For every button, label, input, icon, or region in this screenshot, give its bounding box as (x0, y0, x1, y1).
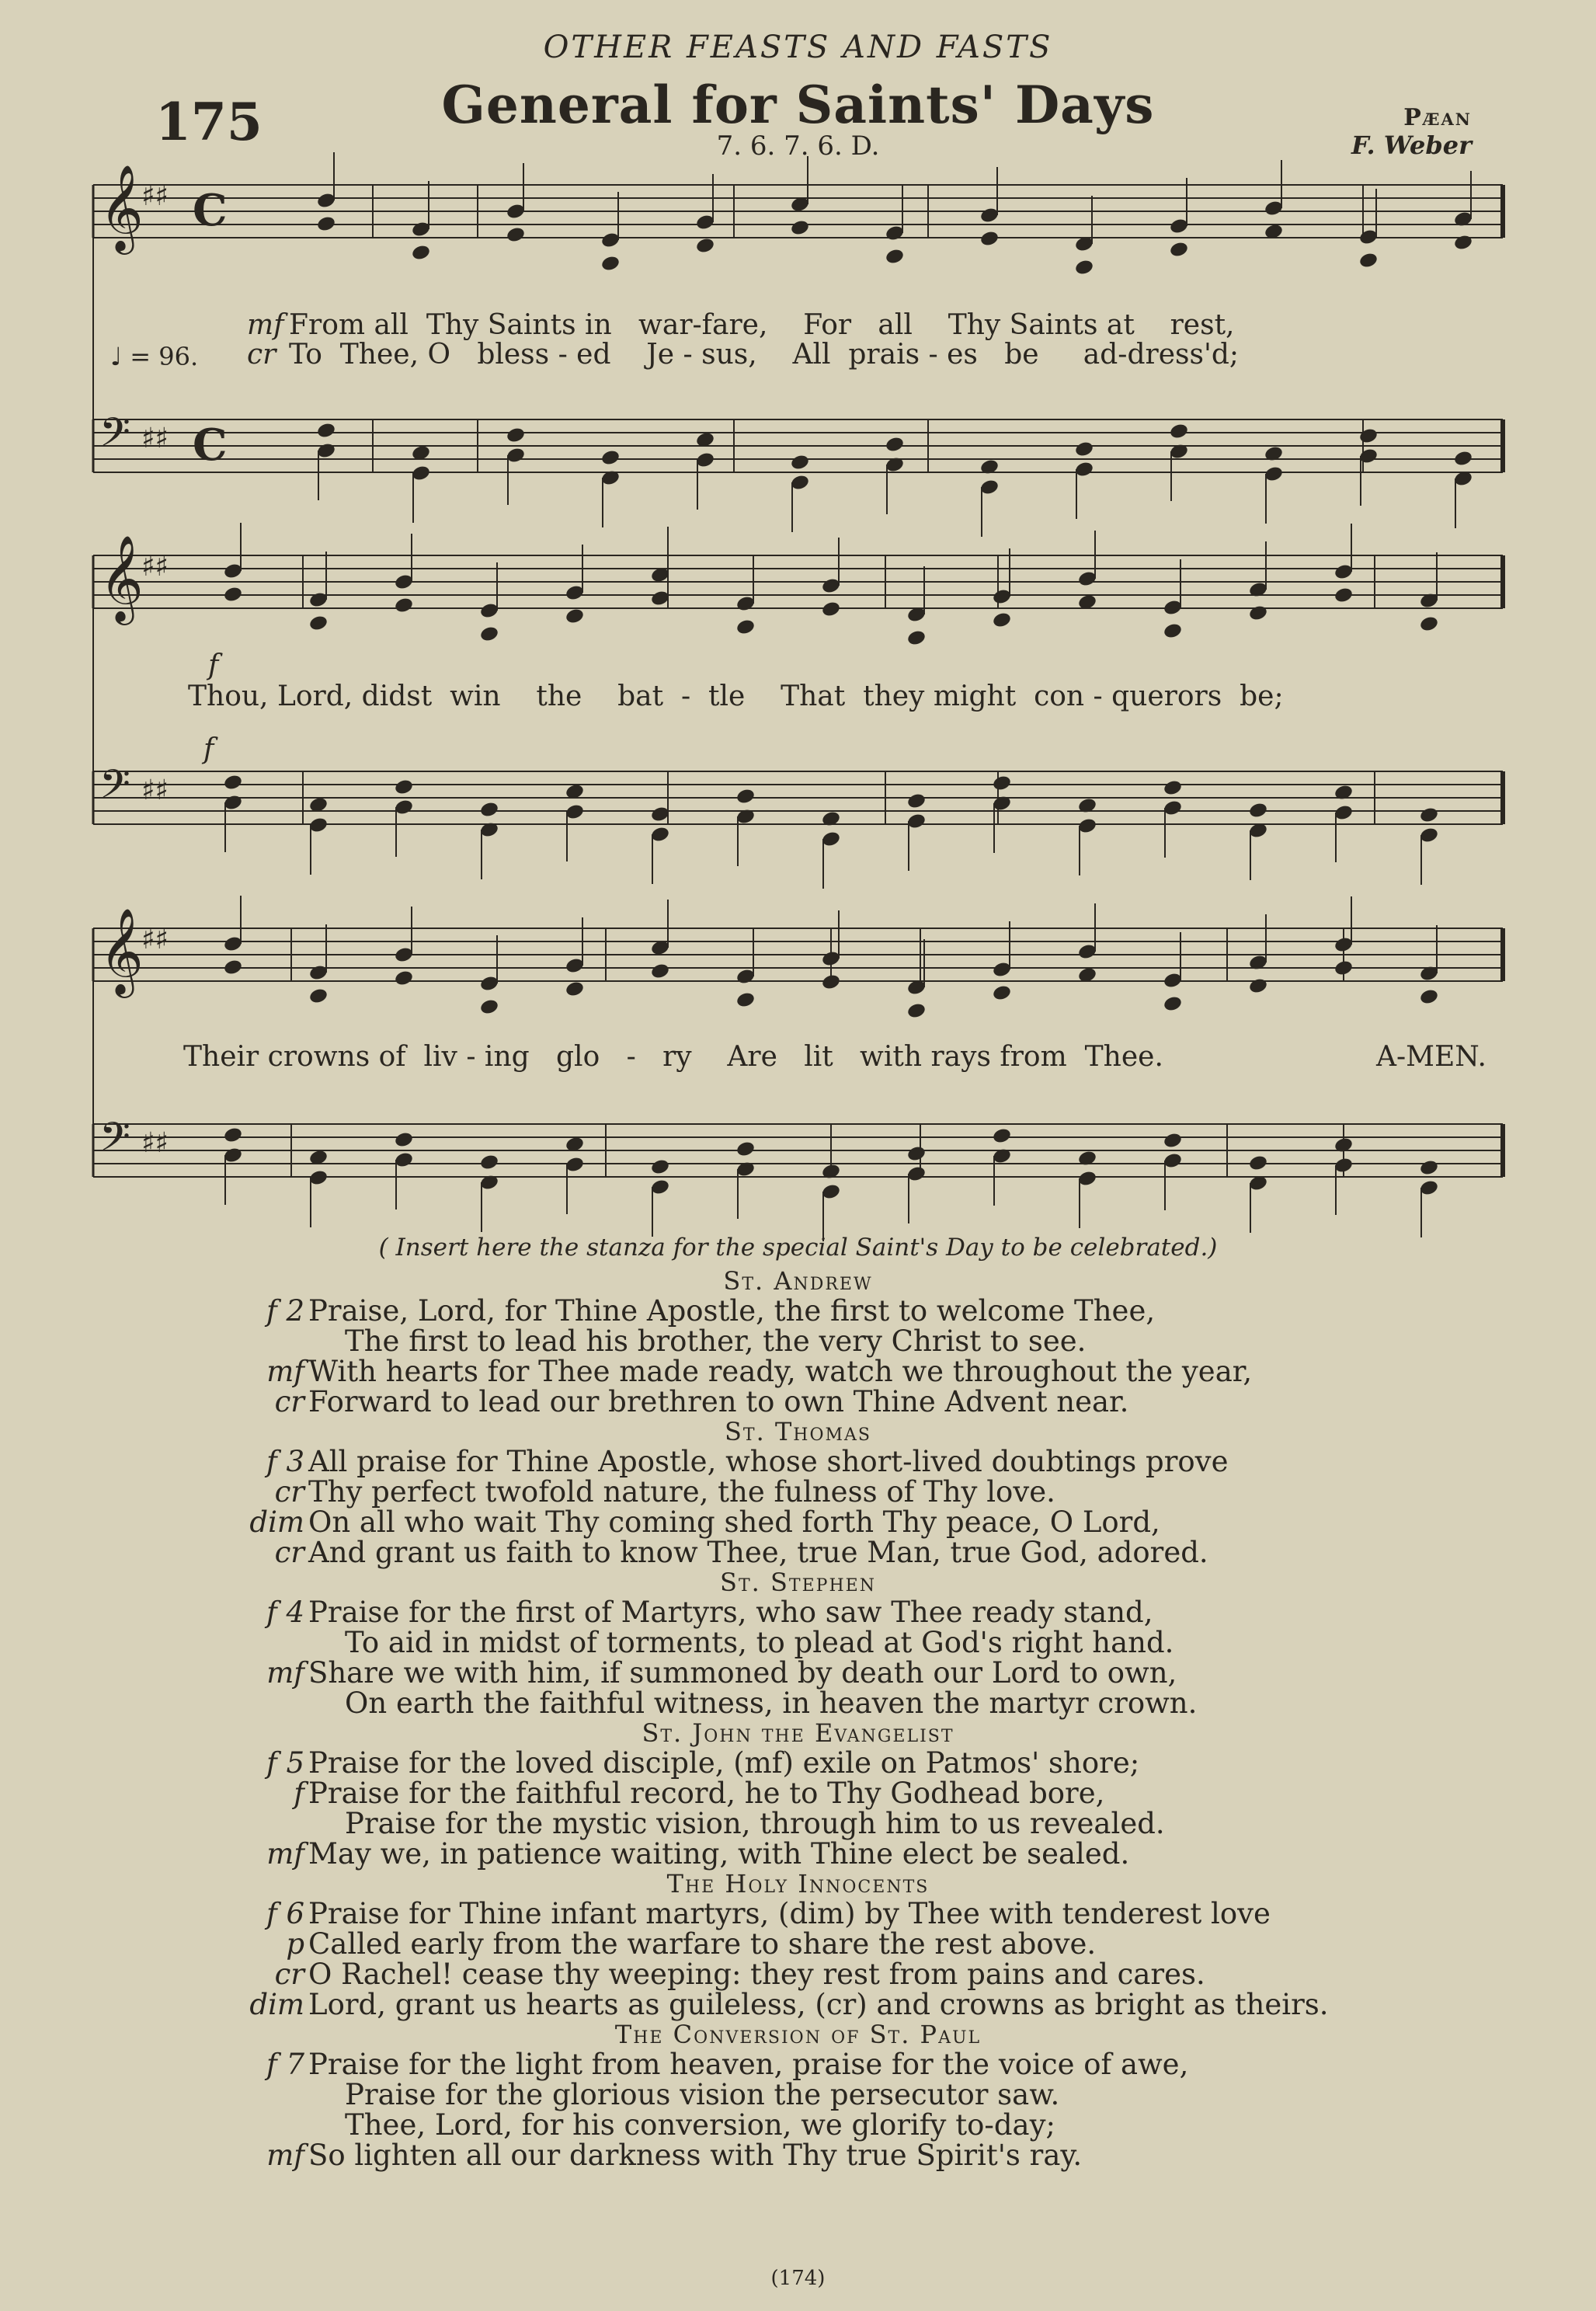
note-head (992, 984, 1012, 1002)
dynamic-mark: f 5 (266, 1746, 304, 1780)
dynamic-mark: cr (274, 1475, 304, 1509)
note-head (565, 980, 585, 998)
note-head (479, 1154, 499, 1171)
stanza-text: Praise for the faithful record, he to Thy Godhead bore, (308, 1777, 1105, 1810)
dynamic-mark: dim (249, 1988, 304, 2021)
note-head (1163, 1132, 1183, 1150)
key-signature-icon: ♯♯ (141, 924, 169, 955)
note-head (1358, 252, 1379, 270)
note-head (1333, 586, 1354, 604)
note-head (394, 597, 414, 614)
stanza-line (0, 1778, 1596, 1808)
tempo-marking: ♩ = 96. (110, 342, 199, 371)
hymn-number: 175 (155, 92, 263, 152)
stanza-text: Called early from the warfare to share the rest above. (308, 1927, 1097, 1961)
stanza-line (0, 1477, 1596, 1507)
stanza-text: On all who wait Thy coming shed forth Thy peace, O Lord, (308, 1505, 1160, 1539)
note-head (735, 1140, 756, 1158)
note-head (223, 959, 243, 976)
dynamic-mark: cr (274, 1536, 304, 1569)
note-head (695, 237, 715, 255)
note-head (394, 778, 414, 796)
stanza-text: Praise for Thine infant martyrs, (dim) by Thee with tenderest love (308, 1897, 1271, 1930)
stanza-text: Forward to lead our brethren to own Thine Advent near. (308, 1385, 1129, 1418)
system1-lyrics-line2: To Thee, O bless - ed Je - sus, All prais - es be ad-dress'd; (289, 339, 1240, 371)
note-head (1163, 779, 1183, 797)
note-head (735, 788, 756, 806)
note-head (735, 991, 756, 1009)
system2-dynamic-treble: f (208, 649, 219, 681)
note-head (992, 611, 1012, 629)
dynamic-mark: dim (249, 1505, 304, 1539)
stanza-text: And grant us faith to know Thee, true Man, true God, adored. (308, 1536, 1208, 1569)
stanza-text: Thy perfect twofold nature, the fulness of Thy love. (308, 1475, 1055, 1509)
system2-dynamic-bass: f (203, 733, 214, 765)
note-head (479, 801, 499, 819)
stanza-line (0, 1507, 1596, 1537)
note-head (565, 607, 585, 625)
dynamic-mark: f 3 (266, 1445, 304, 1478)
stanza-text: Praise for the mystic vision, through him to us revealed. (308, 1807, 1165, 1840)
stanza-line (0, 1658, 1596, 1688)
note-head (1453, 234, 1473, 252)
stanza-text: To aid in midst of torments, to plead at God's right hand. (308, 1626, 1174, 1659)
stanza-line (0, 1356, 1596, 1387)
key-signature-icon: ♯♯ (141, 1127, 169, 1159)
stanza-line (0, 1627, 1596, 1658)
note-head (906, 1145, 927, 1163)
stanza-line (0, 2110, 1596, 2140)
note-head (1248, 1154, 1268, 1172)
note-head (650, 962, 670, 980)
dynamic-mark: f (294, 1777, 304, 1810)
composer: F. Weber (1351, 131, 1472, 160)
key-signature-icon: ♯♯ (141, 774, 169, 806)
system3-lyrics: Their crowns of liv - ing glo - ry Are lit with rays from Thee. (183, 1041, 1163, 1073)
dynamic-mark: cr (274, 1958, 304, 1991)
note-head (821, 600, 841, 618)
stanza-line (0, 1688, 1596, 1718)
stanza-line (0, 1326, 1596, 1356)
stanza-text: Praise for the glorious vision the persecutor saw. (308, 2078, 1060, 2111)
stanza-text: Praise for the loved disciple, (mf) exile on Patmos' shore; (308, 1746, 1140, 1780)
note-head (411, 244, 431, 262)
dynamic-mark: mf (266, 1656, 304, 1690)
common-time-icon: C (193, 185, 228, 236)
note-head (394, 1131, 414, 1149)
note-head (1074, 259, 1094, 277)
key-signature-icon: ♯♯ (141, 423, 169, 454)
stanza-line (0, 1296, 1596, 1326)
stanza-line (0, 1748, 1596, 1778)
note-head (1453, 450, 1473, 468)
note-head (506, 226, 526, 244)
stanza-text: Share we with him, if summoned by death our Lord to own, (308, 1656, 1177, 1690)
bass-clef-icon: 𝄢 (99, 1113, 130, 1170)
stanza-text: Praise for the light from heaven, praise for the voice of awe, (308, 2048, 1189, 2081)
dynamic-mark: f 4 (266, 1596, 304, 1629)
stanza-text: The first to lead his brother, the very Christ to see. (308, 1324, 1087, 1358)
bass-clef-icon: 𝄢 (99, 760, 130, 817)
stanza-line (0, 2049, 1596, 2080)
note-head (1358, 427, 1379, 445)
stanzas (0, 1266, 1596, 2170)
dynamic-mark: mf (266, 1355, 304, 1388)
note-head (394, 969, 414, 987)
note-head (479, 625, 499, 643)
stanza-text: Thee, Lord, for his conversion, we glorify to-day; (308, 2108, 1055, 2142)
note-head (308, 614, 329, 632)
note-head (979, 230, 1000, 248)
stanza-line (0, 1959, 1596, 1989)
note-head (735, 618, 756, 636)
note-head (600, 449, 621, 467)
note-head (1333, 959, 1354, 977)
dynamic-mark: f 2 (266, 1294, 304, 1328)
note-head (1169, 241, 1189, 259)
stanza-line (0, 1899, 1596, 1929)
stanza-line (0, 1808, 1596, 1839)
note-head (1419, 1159, 1439, 1177)
stanza-text: Praise for the first of Martyrs, who saw Thee ready stand, (308, 1596, 1153, 1629)
treble-clef-icon: 𝄞 (99, 907, 144, 994)
note-head (1248, 802, 1268, 820)
dynamic-mark: cr (274, 1385, 304, 1418)
treble-clef-icon: 𝄞 (99, 534, 144, 621)
system1-dynamic-1: mf (247, 309, 284, 341)
stanza-heading: St. John the Evangelist (642, 1718, 954, 1748)
stanza-heading: St. Stephen (720, 1568, 876, 1597)
stanza-line (0, 1839, 1596, 1869)
note-head (506, 426, 526, 444)
note-head (650, 1158, 670, 1176)
stanza-text: On earth the faithful witness, in heaven the martyr crown. (308, 1686, 1198, 1720)
page-number: (174) (770, 2267, 826, 2290)
note-head (316, 215, 336, 233)
dynamic-mark: f 6 (266, 1897, 304, 1930)
stanza-text: Praise, Lord, for Thine Apostle, the first to welcome Thee, (308, 1294, 1156, 1328)
stanza-text: Lord, grant us hearts as guileless, (cr) and crowns as bright as theirs. (308, 1988, 1329, 2021)
stanza-heading: The Holy Innocents (666, 1869, 930, 1899)
note-head (992, 774, 1012, 792)
system2-lyrics: Thou, Lord, didst win the bat - tle That they might con - querors be; (188, 680, 1284, 712)
bass-clef-icon: 𝄢 (99, 409, 130, 465)
note-head (316, 422, 336, 440)
note-head (1163, 622, 1183, 640)
dynamic-mark: mf (266, 1837, 304, 1871)
note-head (992, 1127, 1012, 1145)
insert-note: ( Insert here the stanza for the special Saint's Day to be celebrated.) (378, 1234, 1218, 1262)
note-head (1419, 988, 1439, 1006)
stanza-text: With hearts for Thee made ready, watch we throughout the year, (308, 1355, 1253, 1388)
stanza-text: All praise for Thine Apostle, whose short-lived doubtings prove (308, 1445, 1229, 1478)
amen-lyric: A-MEN. (1376, 1041, 1486, 1073)
stanza-line (0, 1989, 1596, 2020)
key-signature-icon: ♯♯ (141, 551, 169, 583)
running-head: OTHER FEASTS AND FASTS (543, 30, 1053, 65)
tune-name: Pæan (1403, 104, 1472, 131)
stanza-text: May we, in patience waiting, with Thine elect be sealed. (308, 1837, 1130, 1871)
note-head (906, 792, 927, 810)
stanza-line (0, 2080, 1596, 2110)
note-head (600, 255, 621, 273)
stanza-line (0, 1446, 1596, 1477)
stanza-line (0, 1537, 1596, 1568)
note-head (1163, 995, 1183, 1013)
note-head (885, 436, 905, 454)
note-head (479, 998, 499, 1016)
stanza-heading: St. Andrew (723, 1266, 873, 1296)
note-head (223, 1126, 243, 1144)
note-head (1169, 423, 1189, 440)
note-head (223, 586, 243, 604)
dynamic-mark: f 7 (266, 2048, 304, 2081)
system1-dynamic-2: cr (247, 339, 276, 371)
note-head (790, 454, 810, 472)
stanza-heading: St. Thomas (725, 1417, 871, 1446)
note-head (1248, 604, 1268, 622)
treble-clef-icon: 𝄞 (99, 164, 144, 251)
meter: 7. 6. 7. 6. D. (716, 131, 880, 162)
note-head (1248, 977, 1268, 995)
note-head (223, 774, 243, 792)
stanza-line (0, 1597, 1596, 1627)
note-head (790, 219, 810, 237)
note-head (1419, 615, 1439, 633)
note-head (1074, 440, 1094, 458)
note-head (906, 629, 927, 647)
stanza-heading: The Conversion of St. Paul (614, 2020, 982, 2049)
note-head (308, 987, 329, 1005)
dynamic-mark: p (286, 1927, 304, 1961)
note-head (821, 973, 841, 991)
hymn-title: General for Saints' Days (441, 75, 1155, 135)
stanza-text: O Rachel! cease thy weeping: they rest from pains and cares. (308, 1958, 1205, 1991)
note-head (885, 248, 905, 266)
stanza-line (0, 2140, 1596, 2170)
stanza-line (0, 1929, 1596, 1959)
note-head (906, 1002, 927, 1020)
common-time-icon: C (193, 419, 228, 471)
note-head (1419, 806, 1439, 824)
system1-lyrics-line1: From all Thy Saints in war-fare, For all Thy Saints at rest, (289, 309, 1235, 341)
stanza-line (0, 1387, 1596, 1417)
key-signature-icon: ♯♯ (141, 180, 169, 212)
stanza-text: So lighten all our darkness with Thy true Spirit's ray. (308, 2139, 1083, 2172)
dynamic-mark: mf (266, 2139, 304, 2172)
